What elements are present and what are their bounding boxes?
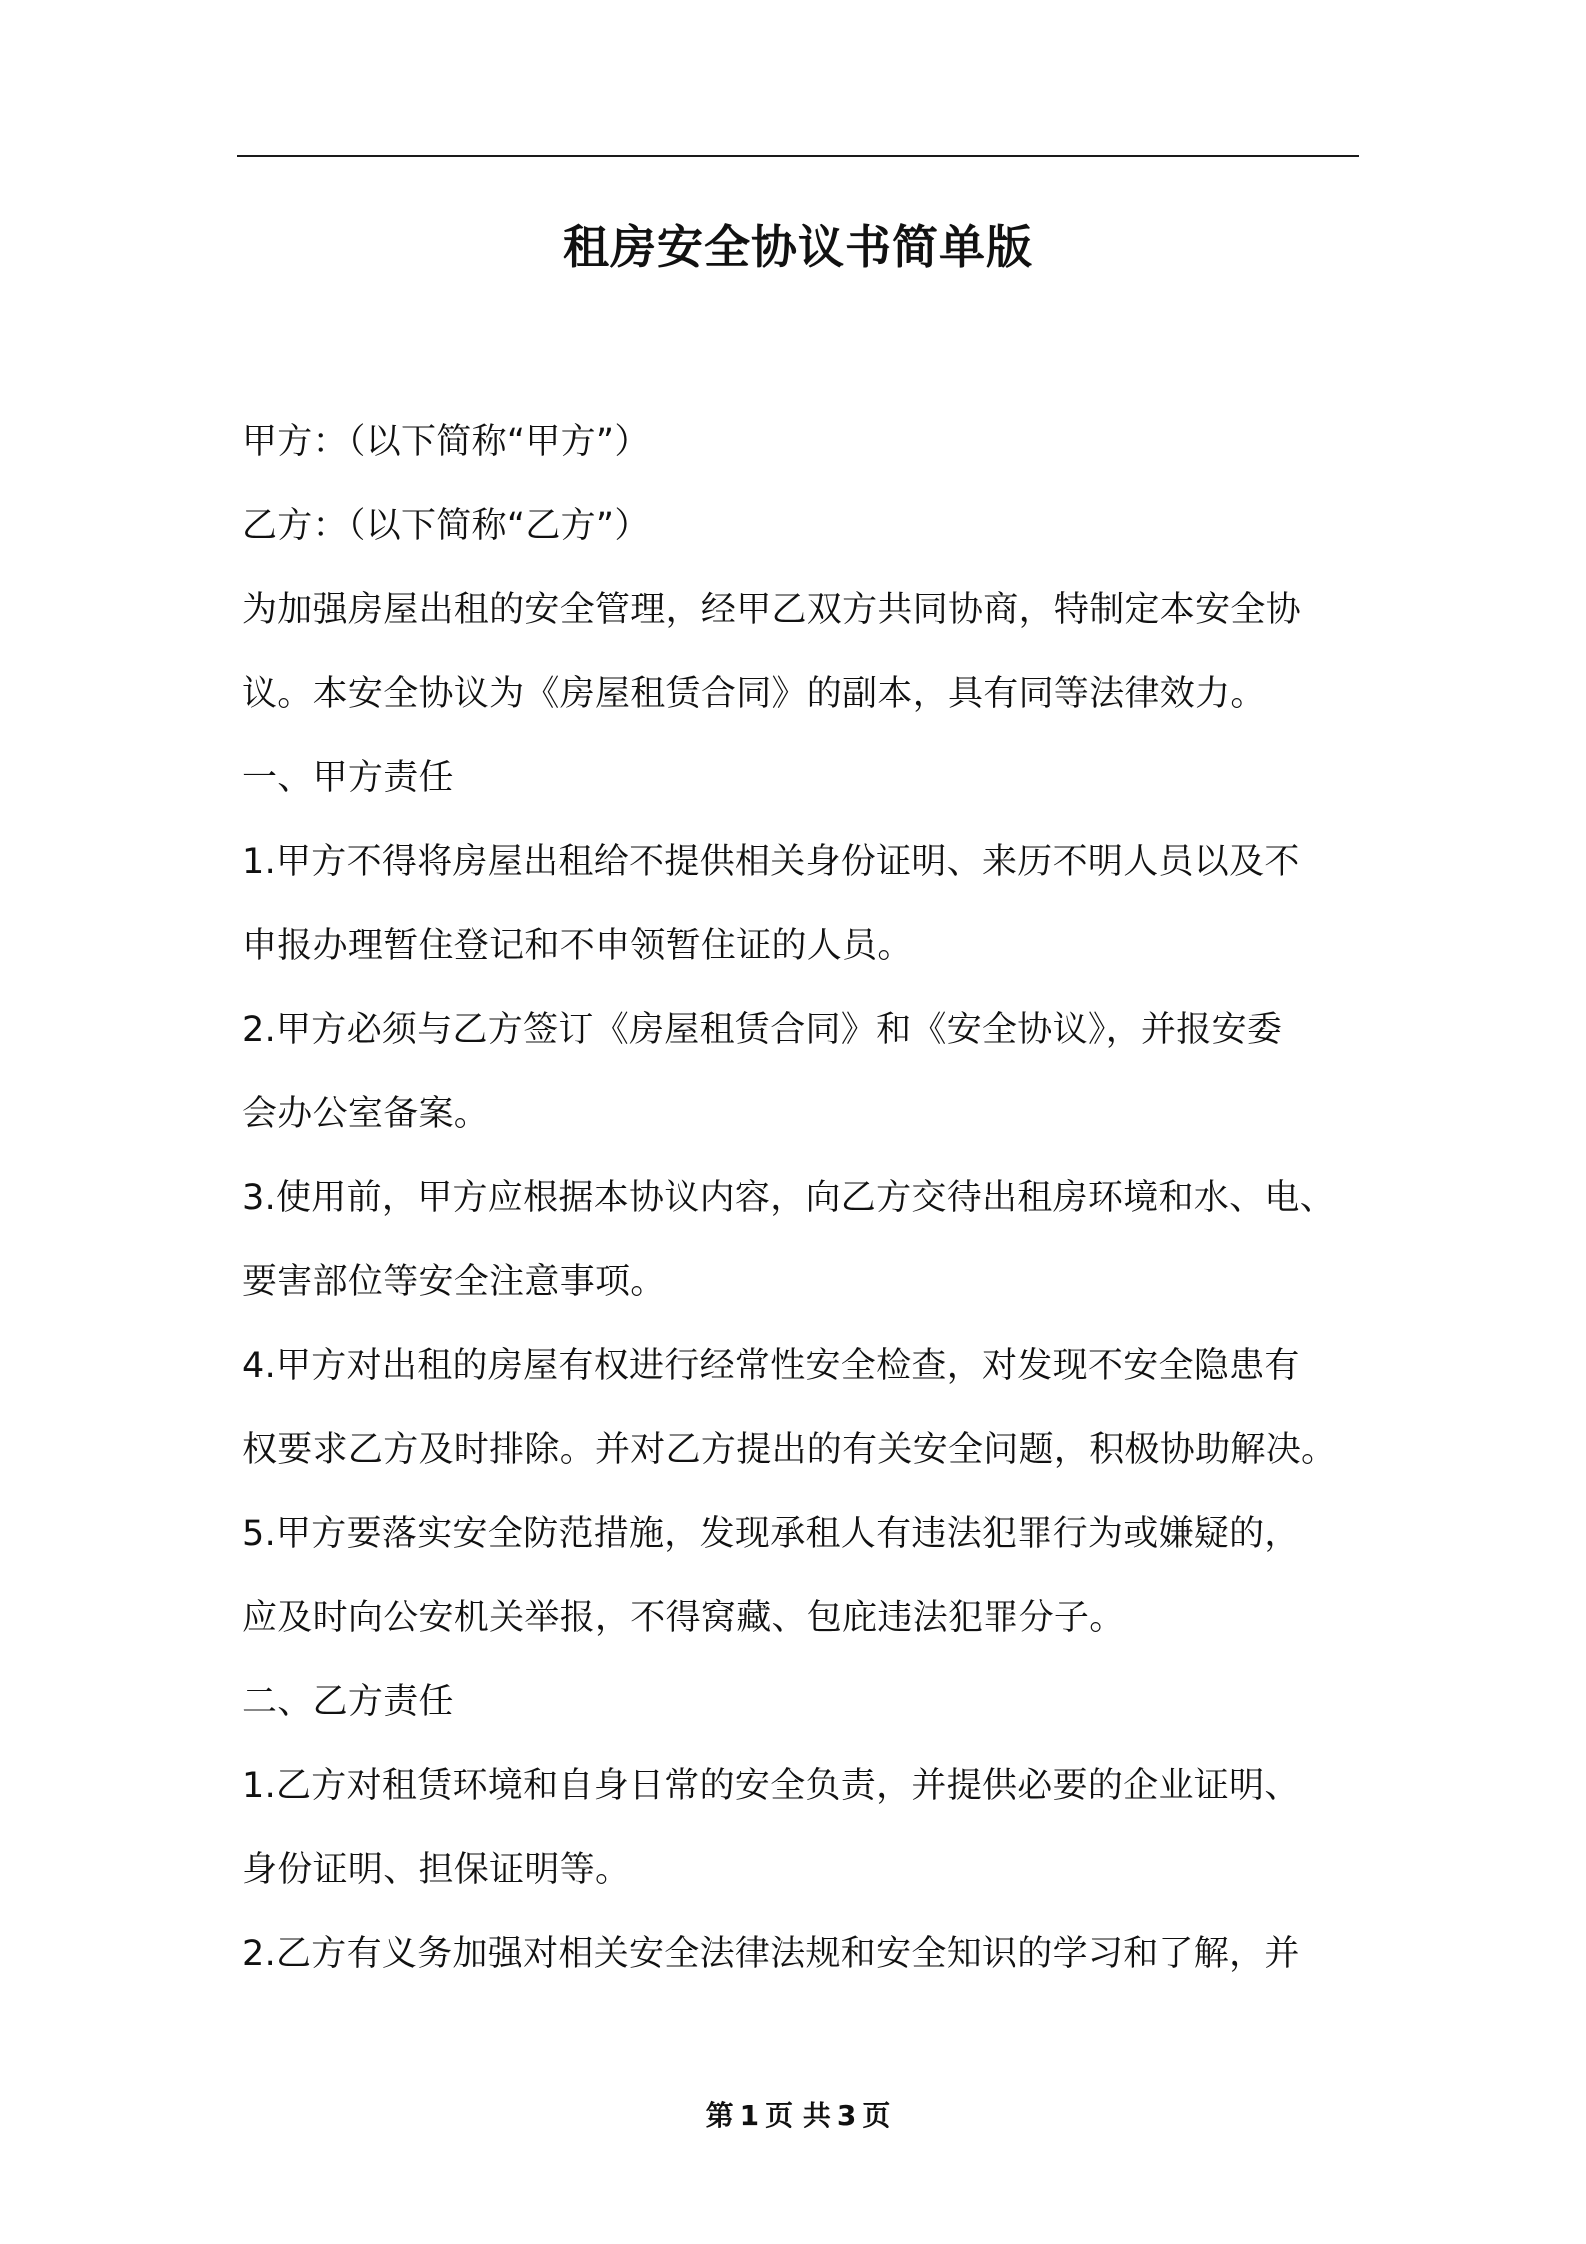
clause-a1-line-2: 申报办理暂住登记和不申领暂住证的人员。 [242, 926, 913, 966]
header-rule [237, 155, 1359, 157]
document-body [242, 400, 1360, 1996]
page-label-prefix: 第 [705, 2099, 734, 2132]
page-label-mid: 页 共 [765, 2099, 831, 2132]
clause-a2-line-2: 会办公室备案。 [242, 1094, 490, 1134]
document-title: 租房安全协议书简单版 [563, 220, 1033, 274]
clause-a5-line-1: 5.甲方要落实安全防范措施，发现承租人有违法犯罪行为或嫌疑的， [242, 1514, 1300, 1554]
clause-a4-line-1: 4.甲方对出租的房屋有权进行经常性安全检查，对发现不安全隐患有 [242, 1346, 1300, 1386]
clause-a2-line-1: 2.甲方必须与乙方签订《房屋租赁合同》和《安全协议》，并报安委 [242, 1010, 1283, 1050]
clause-a1-line-1: 1.甲方不得将房屋出租给不提供相关身份证明、来历不明人员以及不 [242, 842, 1300, 882]
section-heading-party-a: 一、甲方责任 [242, 758, 454, 798]
section-heading-party-b: 二、乙方责任 [242, 1682, 454, 1722]
page-footer [237, 2096, 1359, 2136]
party-a-line: 甲方：（以下简称“甲方”） [242, 422, 650, 462]
clause-a3-line-2: 要害部位等安全注意事项。 [242, 1262, 666, 1302]
clause-b2-line-1: 2.乙方有义务加强对相关安全法律法规和安全知识的学习和了解，并 [242, 1934, 1300, 1974]
clause-a4-line-2: 权要求乙方及时排除。并对乙方提出的有关安全问题，积极协助解决。 [242, 1430, 1337, 1470]
current-page-number: 1 [739, 2099, 760, 2132]
clause-a5-line-2: 应及时向公安机关举报，不得窝藏、包庇违法犯罪分子。 [242, 1598, 1125, 1638]
clause-a3-line-1: 3.使用前，甲方应根据本协议内容，向乙方交待出租房环境和水、电、 [242, 1178, 1335, 1218]
preamble-line-2: 议。本安全协议为《房屋租赁合同》的副本，具有同等法律效力。 [242, 674, 1266, 714]
total-pages-number: 3 [836, 2099, 857, 2132]
page-label-suffix: 页 [862, 2099, 891, 2132]
party-b-line: 乙方：（以下简称“乙方”） [242, 506, 650, 546]
clause-b1-line-1: 1.乙方对租赁环境和自身日常的安全负责，并提供必要的企业证明、 [242, 1766, 1300, 1806]
clause-b1-line-2: 身份证明、担保证明等。 [242, 1850, 631, 1890]
preamble-line-1: 为加强房屋出租的安全管理，经甲乙双方共同协商，特制定本安全协 [242, 590, 1302, 630]
